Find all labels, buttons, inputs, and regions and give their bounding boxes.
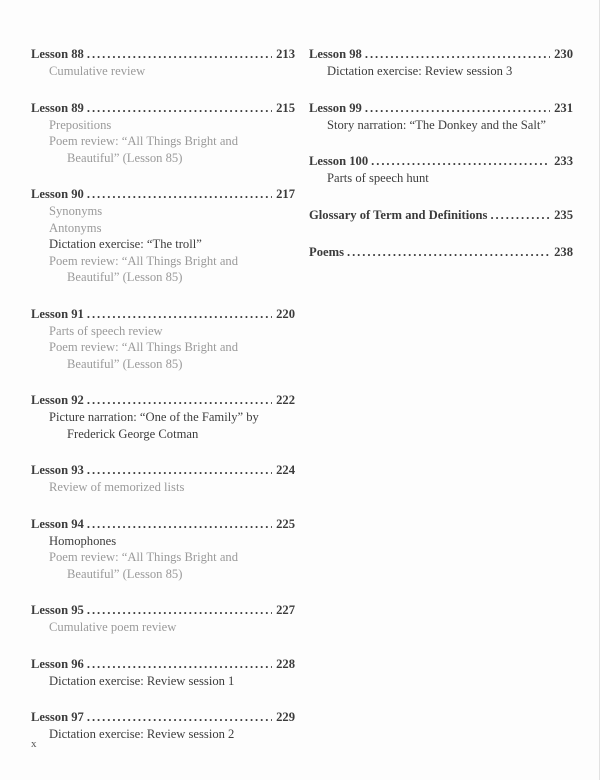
dot-leader [87,656,272,673]
toc-entry-title: Lesson 98 [309,47,362,61]
toc-entry-heading [309,244,573,261]
dot-leader [87,462,272,479]
toc-entry [31,306,295,373]
toc-entry-heading [31,602,295,619]
toc-page-number: 235 [554,207,573,222]
dot-leader [365,100,550,117]
toc-subtopic [31,63,295,80]
toc-entry-heading [31,656,295,673]
toc-subtopic-line: Cumulative review [49,64,146,78]
dot-leader [365,46,550,63]
toc-subtopic [31,133,295,166]
toc-subtopic [31,117,295,134]
toc-entry [309,153,573,187]
dot-leader [490,207,550,224]
toc-subtopic-line: Poem review: “All Things Bright and [49,340,238,354]
dot-leader [371,153,550,170]
toc-entry [309,244,573,261]
toc-page-number: 230 [554,47,573,61]
toc-subtopic [31,533,295,550]
toc-entry [31,709,295,743]
toc-page-number: 229 [276,710,295,724]
toc-subtopic-line: Dictation exercise: Review session 3 [327,64,513,78]
toc-page-number: 231 [554,100,573,115]
toc-subtopic-line: Dictation exercise: Review session 2 [49,727,235,741]
toc-subtopic [309,170,573,187]
toc-page-number: 220 [276,306,295,321]
toc-page-number: 228 [276,656,295,671]
toc-entry [309,207,573,224]
toc-subtopic-line: Parts of speech hunt [327,171,429,185]
toc-page-number: 227 [276,603,295,617]
dot-leader [87,392,272,409]
toc-page-number: 238 [554,244,573,259]
dot-leader [87,46,272,63]
toc-entry-title: Lesson 94 [31,516,84,531]
toc-page-number: 213 [276,47,295,61]
toc-page-number: 215 [276,100,295,115]
toc-subtopic [309,63,573,80]
toc-subtopic-continuation: Beautiful” (Lesson 85) [67,566,183,581]
toc-subtopic-line: Parts of speech review [49,323,163,338]
toc-entry-title: Glossary of Term and Definitions [309,207,488,222]
toc-entry-heading [31,306,295,323]
toc-subtopic-continuation: Frederick George Cotman [67,426,199,441]
toc-entry-title: Lesson 89 [31,100,84,115]
dot-leader [87,602,272,619]
toc-subtopic-continuation: Beautiful” (Lesson 85) [67,150,183,165]
toc-entry-title: Lesson 90 [31,187,84,201]
toc-entry-heading [309,46,573,63]
toc-subtopic [31,409,295,442]
toc-entry-title: Lesson 93 [31,463,84,477]
toc-subtopic [31,253,295,286]
toc-entry [31,516,295,583]
toc-entry-heading [31,46,295,63]
toc-subtopic [31,220,295,237]
toc-entry-heading [309,100,573,117]
dot-leader [347,244,550,261]
dot-leader [87,100,272,117]
toc-subtopic-line: Cumulative poem review [49,620,177,634]
toc-subtopic-line: Story narration: “The Donkey and the Salt” [327,117,546,132]
toc-subtopic [309,117,573,134]
toc-subtopic-line: Poem review: “All Things Bright and [49,550,238,564]
toc-subtopic-line: Synonyms [49,204,103,218]
toc-entry-title: Lesson 91 [31,306,84,321]
toc-entry-title: Lesson 95 [31,603,84,617]
toc-entry-heading [31,709,295,726]
toc-right-column [309,46,573,281]
toc-entry [31,186,295,286]
toc-page-number: 233 [554,154,573,168]
toc-subtopic [31,619,295,636]
toc-entry-title: Lesson 88 [31,47,84,61]
toc-entry-heading [309,153,573,170]
toc-subtopic [31,339,295,372]
toc-entry-title: Lesson 96 [31,656,84,671]
toc-subtopic-continuation: Beautiful” (Lesson 85) [67,270,183,284]
toc-subtopic-line: Dictation exercise: “The troll” [49,237,202,251]
toc-subtopic [31,236,295,253]
dot-leader [87,516,272,533]
toc-subtopic-line: Poem review: “All Things Bright and [49,253,238,268]
toc-subtopic [31,479,295,496]
dot-leader [87,709,272,726]
toc-entry-heading [31,100,295,117]
toc-entry-heading [31,516,295,533]
toc-subtopic-line: Antonyms [49,220,102,235]
toc-entry [31,462,295,496]
toc-page-number: 217 [276,187,295,201]
toc-subtopic-line: Homophones [49,533,117,548]
toc-subtopic [31,673,295,690]
toc-subtopic-line: Picture narration: “One of the Family” by [49,410,259,424]
toc-entry [31,46,295,80]
toc-entry [31,602,295,636]
toc-entry-title: Lesson 97 [31,710,84,724]
toc-entry-heading [31,186,295,203]
toc-entry [309,100,573,134]
toc-entry [309,46,573,80]
dot-leader [87,186,272,203]
toc-left-column [31,46,295,763]
toc-subtopic-continuation: Beautiful” (Lesson 85) [67,356,183,371]
toc-page-number: 222 [276,393,295,407]
toc-subtopic-line: Review of memorized lists [49,480,185,494]
toc-subtopic-line: Poem review: “All Things Bright and [49,134,238,148]
toc-subtopic [31,549,295,582]
dot-leader [87,306,272,323]
toc-entry [31,100,295,167]
toc-subtopic [31,323,295,340]
toc-entry-title: Lesson 100 [309,154,369,168]
toc-subtopic [31,203,295,220]
toc-entry-heading [309,207,573,224]
toc-page-number: 224 [276,463,295,477]
toc-entry-title: Poems [309,244,344,259]
toc-subtopic-line: Dictation exercise: Review session 1 [49,673,235,688]
toc-subtopic [31,726,295,743]
toc-entry [31,392,295,442]
toc-subtopic-line: Prepositions [49,117,112,132]
toc-entry-heading [31,462,295,479]
toc-page-number: 225 [276,516,295,531]
page-folio: x [31,738,37,750]
toc-entry-heading [31,392,295,409]
toc-entry-title: Lesson 92 [31,393,84,407]
toc-entry-title: Lesson 99 [309,100,362,115]
toc-entry [31,656,295,690]
